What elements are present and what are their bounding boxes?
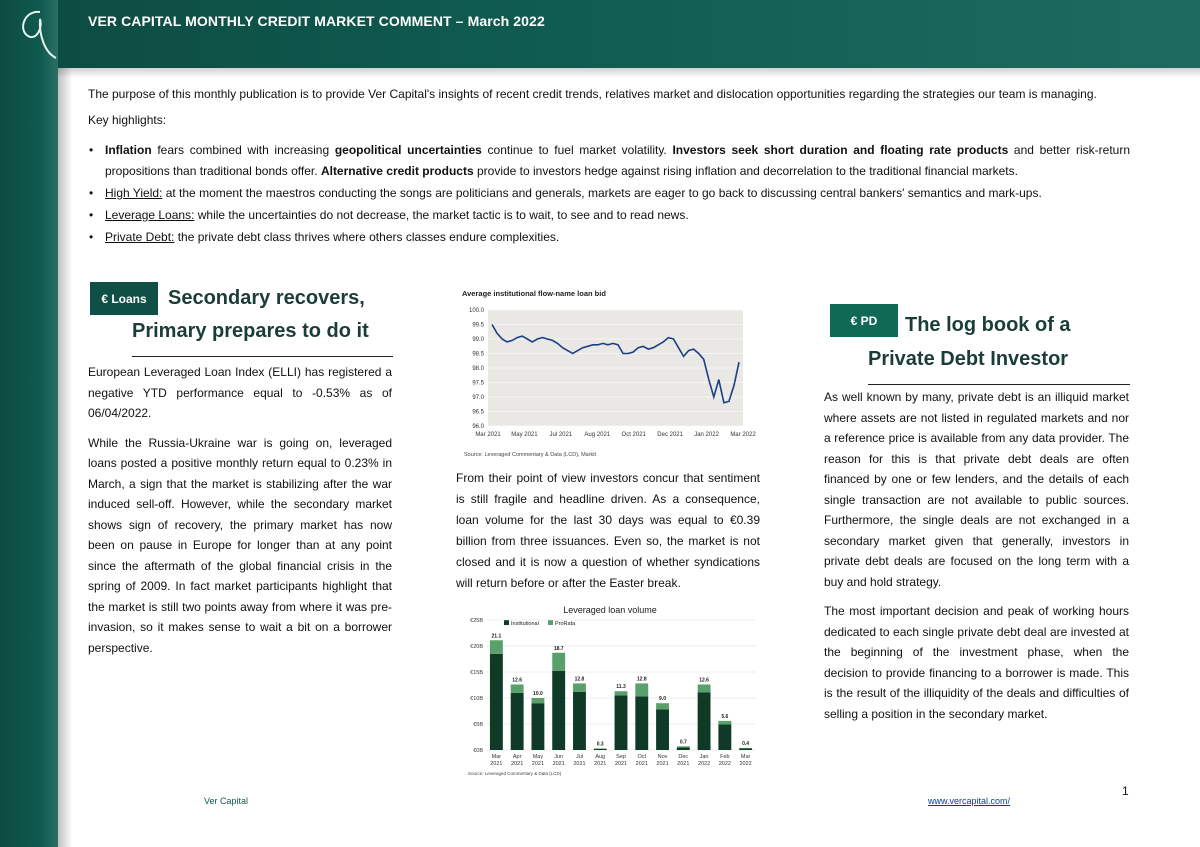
x-tick-label: Mar xyxy=(740,754,751,760)
bar-prorata xyxy=(594,748,607,749)
data-label: 9.0 xyxy=(659,696,667,703)
data-label: 10.0 xyxy=(533,691,543,697)
x-tick-label: 2021 xyxy=(511,761,524,767)
key-highlights-label: Key highlights: xyxy=(88,113,167,127)
bullet-text: and better risk-return propositions than traditional bonds offer. xyxy=(105,143,1130,178)
y-tick-label: 97.5 xyxy=(472,380,484,387)
y-tick-label: 98.5 xyxy=(472,351,484,358)
pd-heading-line2: Private Debt Investor xyxy=(868,348,1069,370)
chart-source: Source: Leveraged Commentary & Data (LCD) xyxy=(468,771,562,776)
loans-tag: € Loans xyxy=(90,282,158,315)
bullet-label: Leverage Loans: xyxy=(105,208,195,222)
bar-institutional xyxy=(615,695,628,750)
x-tick-label: Jun xyxy=(554,754,564,760)
bullet-text: Inflation xyxy=(105,143,152,157)
data-label: 12.6 xyxy=(512,677,523,684)
sidebar-band xyxy=(0,0,58,847)
loans-paragraph: European Leveraged Loan Index (ELLI) has registered a negative YTD performance equal to -0.53% as of 06/04/2022. xyxy=(88,365,392,420)
bullet-label: High Yield: xyxy=(105,186,163,200)
header-bar xyxy=(0,0,1200,68)
bullet-text: Investors seek short duration and floating rate products xyxy=(672,143,1009,157)
data-label: 12.6 xyxy=(699,677,709,684)
pd-heading-line1: The log book of a xyxy=(905,314,1071,336)
x-tick-label: May 2021 xyxy=(511,432,538,438)
x-tick-label: 2021 xyxy=(614,761,628,767)
loan-volume-bar-chart xyxy=(456,600,762,780)
bullet-text: Alternative credit products xyxy=(320,164,474,178)
bar-institutional xyxy=(656,709,669,750)
bar-institutional xyxy=(573,692,586,750)
x-tick-label: Oct xyxy=(637,754,647,760)
bar-prorata xyxy=(698,684,711,692)
data-label: 5.6 xyxy=(721,713,729,720)
y-tick-label: 96.5 xyxy=(472,409,484,416)
loans-heading-line1: Secondary recovers, xyxy=(168,287,365,309)
bar-prorata xyxy=(677,746,690,747)
x-tick-label: Aug xyxy=(595,754,606,760)
bullet-text: geopolitical uncertainties xyxy=(334,143,482,157)
list-item xyxy=(88,205,1130,226)
data-label: 0.7 xyxy=(679,739,687,746)
x-tick-label: 2021 xyxy=(573,761,586,767)
header-shadow xyxy=(58,68,1200,78)
y-tick-label: 100.0 xyxy=(468,308,484,314)
legend-swatch-institutional xyxy=(504,620,509,625)
bullet-text: while the uncertainties do not decrease, the market tactic is to wait, to see and to read news. xyxy=(194,208,689,222)
bar-prorata xyxy=(739,748,752,749)
bullet-text: the private debt class thrives where others classes endure complexities. xyxy=(174,230,560,244)
chart-title: Average institutional flow-name loan bid xyxy=(462,289,606,298)
page-title: VER CAPITAL MONTHLY CREDIT MARKET COMMENT – March 2022 xyxy=(88,13,545,29)
y-tick-label: 98.0 xyxy=(472,366,484,372)
legend-swatch-prorata xyxy=(548,620,553,625)
bar-prorata xyxy=(615,691,628,695)
x-tick-label: Dec xyxy=(678,754,689,760)
bar-institutional xyxy=(490,654,503,750)
bar-prorata xyxy=(573,683,586,691)
pd-paragraph: As well known by many, private debt is an illiquid market where assets are not listed in regulated markets and nor a reference price is available from any data provider. The reason for this is that private debt deals are often financed by one or few lenders, and the details of each single transaction are not available to public sources. Furthermore, the single deals are not exchanged in a secondary market given that generally, investors in private debt deals are focused on the long term with a buy and hold strategy. xyxy=(824,390,1129,589)
ver-capital-logo-icon xyxy=(10,4,62,64)
y-tick-label: 97.0 xyxy=(472,395,484,401)
y-tick-label: €10B xyxy=(470,696,483,702)
x-tick-label: 2021 xyxy=(594,761,607,767)
bar-institutional xyxy=(635,696,648,750)
bar-prorata xyxy=(531,698,544,703)
chart-source: Source: Leveraged Commentary & Data (LCD), Markit xyxy=(464,452,597,458)
x-tick-label: Jul 2021 xyxy=(549,432,573,438)
bar-prorata xyxy=(490,640,503,654)
bar-institutional xyxy=(677,747,690,750)
x-tick-label: Jan 2022 xyxy=(694,432,719,438)
bullet-label: Private Debt: xyxy=(105,230,175,244)
data-label: 12.8 xyxy=(574,676,585,683)
y-tick-label: 96.0 xyxy=(472,424,484,430)
page-number: 1 xyxy=(1122,784,1129,798)
middle-paragraph: From their point of view investors concur that sentiment is still fragile and headline driven. As a consequence, loan volume for the last 30 days was equal to €0.39 billion from three issuances. Even so, the market is not closed and it is now a question of whether syndications will return before or after the Easter break. xyxy=(456,471,760,590)
x-tick-label: 2021 xyxy=(531,761,545,767)
x-tick-label: Mar 2022 xyxy=(730,432,756,438)
loan-bid-line-chart xyxy=(456,284,762,460)
x-tick-label: 2021 xyxy=(656,761,669,767)
x-tick-label: 2022 xyxy=(739,761,752,767)
y-tick-label: €5B xyxy=(473,722,483,728)
list-item xyxy=(88,227,1130,248)
x-tick-label: 2021 xyxy=(490,761,503,767)
bar-institutional xyxy=(531,703,544,750)
data-label: 0.4 xyxy=(742,740,750,747)
bar-prorata xyxy=(552,653,565,671)
x-tick-label: Jan xyxy=(699,754,709,760)
bar-institutional xyxy=(698,692,711,750)
bullet-text: continue to fuel market volatility. xyxy=(481,143,673,157)
x-tick-label: Oct 2021 xyxy=(621,432,646,438)
x-tick-label: Mar xyxy=(491,754,502,760)
x-tick-label: 2021 xyxy=(635,761,648,767)
bar-prorata xyxy=(511,684,524,692)
bullet-text: provide to investors hedge against rising inflation and decorrelation to the traditional financial markets. xyxy=(473,164,1018,178)
bullet-text: fears combined with increasing xyxy=(151,143,335,157)
bullet-text: at the moment the maestros conducting the songs are politicians and generals, markets are eager to go back to discussing central bankers' semantics and mark-ups. xyxy=(162,186,1042,200)
data-label: 11.3 xyxy=(616,684,626,691)
x-tick-label: 2022 xyxy=(718,761,731,767)
bar-institutional xyxy=(718,725,731,750)
bar-prorata xyxy=(635,683,648,696)
data-label: 18.7 xyxy=(553,645,564,652)
x-tick-label: Mar 2021 xyxy=(475,432,501,438)
bar-institutional xyxy=(594,749,607,750)
x-tick-label: Feb xyxy=(720,754,730,760)
x-tick-label: 2021 xyxy=(677,761,690,767)
x-tick-label: Dec 2021 xyxy=(657,432,683,438)
highlights-list xyxy=(88,140,1130,249)
x-tick-label: Sep xyxy=(616,754,626,760)
loans-heading-rule xyxy=(132,356,393,357)
bar-prorata xyxy=(718,721,731,725)
x-tick-label: May xyxy=(532,754,544,760)
list-item xyxy=(88,140,1130,182)
x-tick-label: Jul xyxy=(575,754,583,760)
legend-label: Institutional xyxy=(511,621,539,627)
data-label: 21.1 xyxy=(491,633,502,640)
intro-text: The purpose of this monthly publication is to provide Ver Capital's insights of recent credit trends, relatives market and dislocation opportunities regarding the strategies our team is managing. xyxy=(88,87,1097,101)
loans-body xyxy=(88,362,392,667)
pd-tag: € PD xyxy=(830,304,898,337)
loans-paragraph: While the Russia-Ukraine war is going on, leveraged loans posted a positive monthly return equal to 0.23% in March, a sign that the market is stabilizing after the war induced sell-off. However, while the secondary market shows sign of recovery, the primary market has now been on pause in Europe for longer than at any point since the aftermath of the global financial crisis in the spring of 2009. In fact market participants highlight that the market is still two points away from where it was pre-invasion, so it makes sense to wait a bit on a borrower perspective. xyxy=(88,435,392,655)
bar-institutional xyxy=(552,671,565,750)
x-tick-label: 2022 xyxy=(697,761,711,767)
y-tick-label: 99.5 xyxy=(472,322,484,329)
list-item xyxy=(88,183,1130,204)
pd-paragraph: The most important decision and peak of working hours dedicated to each single private debt deal are invested at the beginning of the investment phase, when the decision to provide financing to a borrower is made. This is the result of the illiquidity of the deals and difficulties of selling a position in the secondary market. xyxy=(824,604,1129,721)
y-tick-label: 99.0 xyxy=(472,337,484,343)
data-label: 12.8 xyxy=(636,676,647,683)
chart-title: Leveraged loan volume xyxy=(563,605,657,615)
bar-institutional xyxy=(511,693,524,750)
pd-body xyxy=(824,387,1129,733)
y-tick-label: €15B xyxy=(470,670,483,676)
loans-heading-line2: Primary prepares to do it xyxy=(132,320,369,342)
x-tick-label: 2021 xyxy=(552,761,565,767)
sidebar-shadow xyxy=(58,68,72,847)
bar-prorata xyxy=(656,703,669,709)
legend-label: ProRata xyxy=(555,621,576,627)
y-tick-label: €0B xyxy=(473,748,483,754)
x-tick-label: Nov xyxy=(657,754,668,760)
footer-company: Ver Capital xyxy=(204,796,249,806)
y-tick-label: €25B xyxy=(470,618,483,624)
footer-website-link[interactable]: www.vercapital.com/ xyxy=(928,796,1011,806)
y-tick-label: €20B xyxy=(470,644,483,650)
data-label: 0.3 xyxy=(596,741,604,748)
bar-institutional xyxy=(739,748,752,750)
pd-heading-rule xyxy=(868,384,1130,385)
x-tick-label: Aug 2021 xyxy=(584,432,611,438)
x-tick-label: Apr xyxy=(512,754,522,760)
